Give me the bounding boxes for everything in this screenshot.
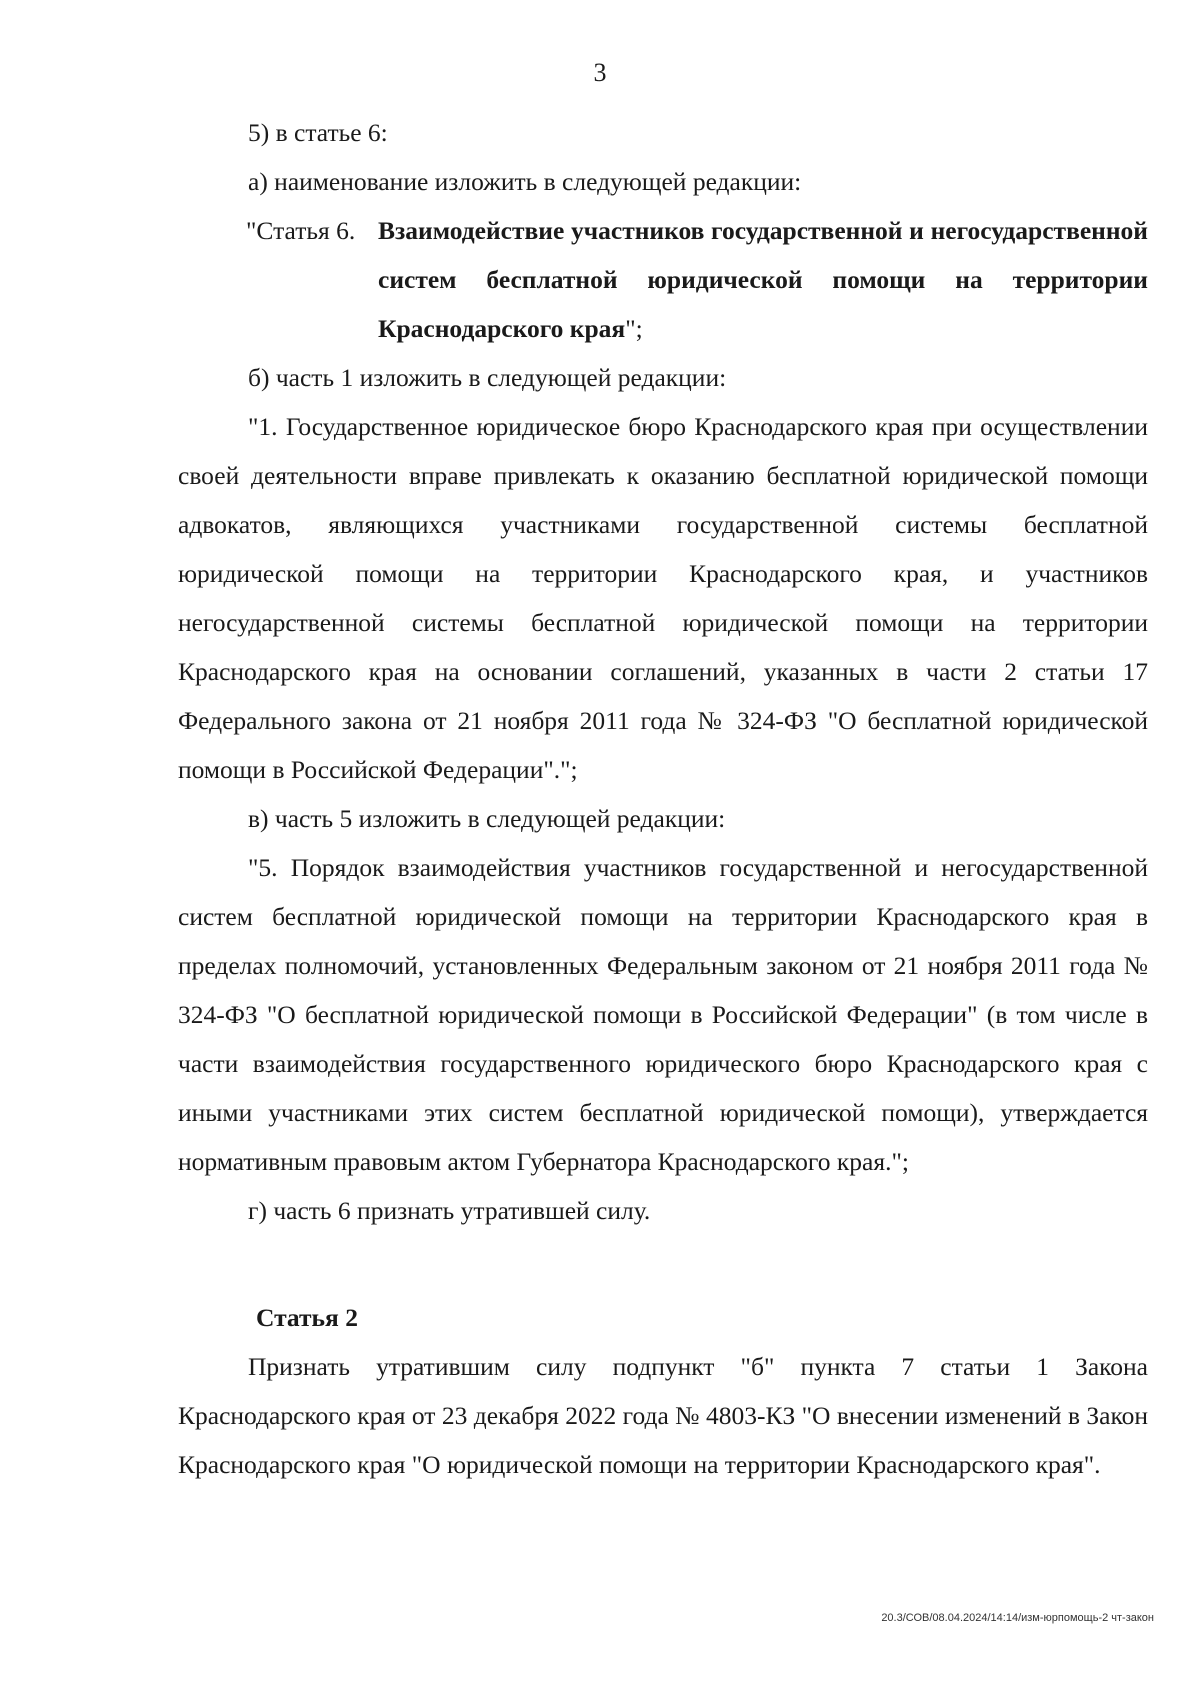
article-6-new-title	[178, 206, 1148, 353]
page-number: 3	[593, 58, 607, 87]
article-2-heading: Статья 2	[256, 1303, 358, 1332]
paragraph-article-2-text: Признать утратившим силу подпункт "б" пункта 7 статьи 1 Закона Краснодарского края от 23 декабря 2022 года № 4803-КЗ "О внесении изменений в Закон Краснодарского края "О юридической помощи на территории Краснодарского края".	[178, 1352, 1148, 1479]
article-6-title-text: Взаимодействие участников государственной и негосударственной систем бесплатной юридической помощи на территории Краснодарского края	[378, 216, 1148, 343]
paragraph-item-v: в) часть 5 изложить в следующей редакции:	[248, 804, 726, 833]
paragraph-article-6-intro: 5) в статье 6:	[248, 118, 388, 147]
article-6-title-suffix: ";	[625, 314, 643, 343]
footer-document-code: 20.3/СОВ/08.04.2024/14:14/изм-юрпомощь-2 чт-закон	[881, 1612, 1154, 1624]
document-body	[178, 108, 1148, 1489]
paragraph-item-a: а) наименование изложить в следующей редакции:	[248, 167, 802, 196]
section-spacer	[178, 1235, 1148, 1293]
paragraph-item-b: б) часть 1 изложить в следующей редакции:	[248, 363, 727, 392]
paragraph-part-1-text: "1. Государственное юридическое бюро Краснодарского края при осуществлении своей деятельности вправе привлекать к оказанию бесплатной юридической помощи адвокатов, являющихся участниками государственной системы бесплатной юридической помощи на территории Краснодарского края, и участников негосударственной системы бесплатной юридической помощи на территории Краснодарского края на основании соглашений, указанных в части 2 статьи 17 Федерального закона от 21 ноября 2011 года № 324-ФЗ "О бесплатной юридической помощи в Российской Федерации".";	[178, 412, 1148, 784]
paragraph-part-5-text: "5. Порядок взаимодействия участников государственной и негосударственной систем бесплатной юридической помощи на территории Краснодарского края в пределах полномочий, установленных Федеральным законом от 21 ноября 2011 года № 324-ФЗ "О бесплатной юридической помощи в Российской Федерации" (в том числе в части взаимодействия государственного юридического бюро Краснодарского края с иными участниками этих систем бесплатной юридической помощи), утверждается нормативным правовым актом Губернатора Краснодарского края.";	[178, 853, 1148, 1176]
article-6-title-prefix: "Статья 6.	[246, 216, 356, 245]
paragraph-item-g: г) часть 6 признать утратившей силу.	[248, 1196, 651, 1225]
